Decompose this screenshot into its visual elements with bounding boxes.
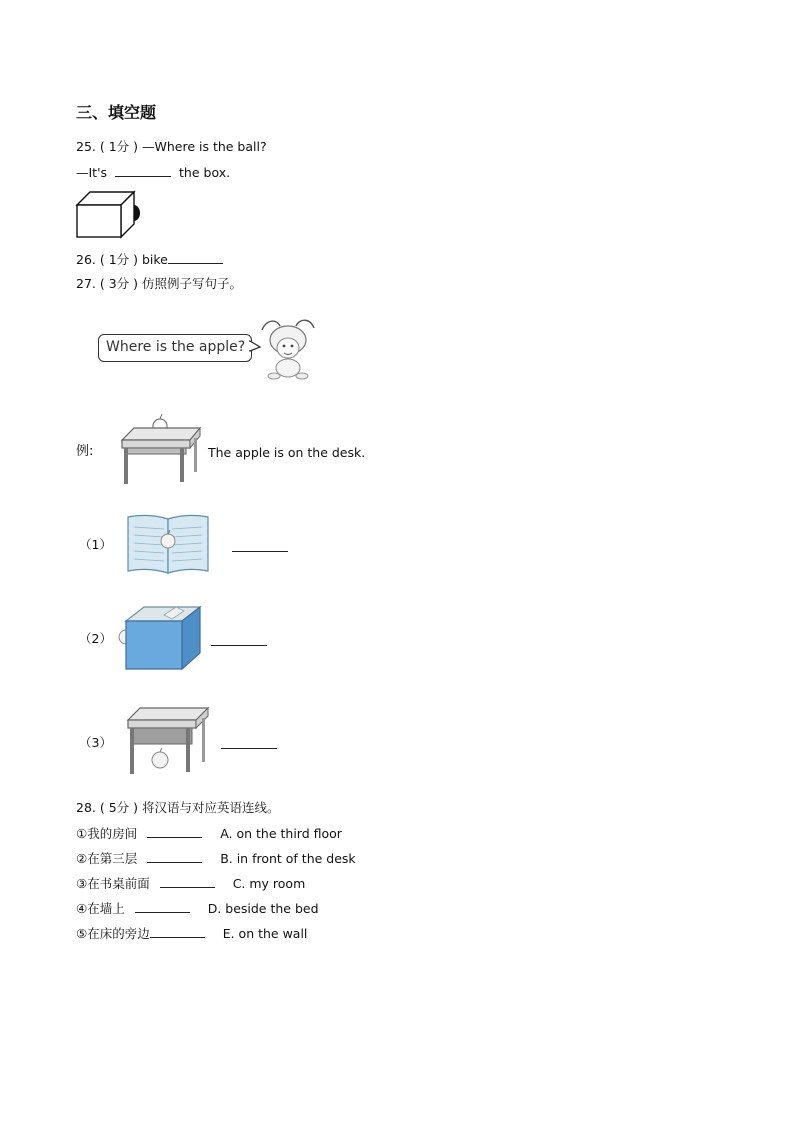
q25-prefix: —It's — [76, 165, 108, 180]
item-2-label: （2） — [79, 631, 112, 646]
speech-bubble-text: Where is the apple? — [106, 339, 246, 355]
q28-row-2-blank[interactable] — [147, 850, 202, 863]
q28-row-3-en: C. my room — [232, 876, 306, 891]
q28-row-3-blank[interactable] — [160, 875, 215, 888]
open-book-with-apple-icon — [124, 511, 214, 577]
item-3-label: （3） — [79, 735, 112, 750]
q28-row-2 — [76, 850, 356, 867]
q28-row-5-en: E. on the wall — [222, 926, 308, 941]
q26-line — [76, 251, 223, 268]
speech-bubble — [98, 334, 252, 362]
q28-row-4-en: D. beside the bed — [207, 901, 319, 916]
desk-with-apple-under-icon — [124, 706, 212, 778]
q28-header: 28. ( 5分 ) 将汉语与对应英语连线。 — [76, 800, 280, 815]
example-sentence: The apple is on the desk. — [208, 445, 366, 460]
section-title: 三、填空题 — [76, 103, 157, 122]
item-1-answer-blank[interactable] — [232, 551, 288, 552]
q28-row-3-cn: ③在书桌前面 — [76, 876, 150, 891]
q28-row-4 — [76, 900, 319, 917]
blue-box-with-apple-beside-icon — [114, 603, 206, 673]
q25-blank[interactable] — [115, 164, 171, 177]
sheep-character-icon — [258, 318, 318, 380]
q25-question: 25. ( 1分 ) —Where is the ball? — [76, 139, 267, 154]
q28-row-5 — [76, 925, 307, 942]
example-label: 例: — [76, 444, 94, 459]
q28-row-5-blank[interactable] — [150, 925, 205, 938]
q25-suffix: the box. — [179, 165, 231, 180]
q26-blank[interactable] — [168, 251, 223, 264]
q28-row-2-cn: ②在第三层 — [76, 851, 138, 866]
q28-row-4-blank[interactable] — [135, 900, 190, 913]
q28-row-1-en: A. on the third floor — [220, 826, 342, 841]
item-1-label: （1） — [79, 537, 112, 552]
q28-row-1 — [76, 825, 342, 842]
q28-row-1-blank[interactable] — [147, 825, 202, 838]
q28-row-1-cn: ①我的房间 — [76, 826, 138, 841]
q26-text: 26. ( 1分 ) bike — [76, 252, 168, 267]
q28-row-2-en: B. in front of the desk — [220, 851, 356, 866]
box-with-ball-illustration — [76, 191, 146, 241]
item-3-answer-blank[interactable] — [221, 748, 277, 749]
q27-header: 27. ( 3分 ) 仿照例子写句子。 — [76, 276, 242, 291]
q28-row-4-cn: ④在墙上 — [76, 901, 125, 916]
item-2-answer-blank[interactable] — [211, 645, 267, 646]
q25-answer-line — [76, 164, 230, 181]
q28-row-5-cn: ⑤在床的旁边 — [76, 926, 150, 941]
desk-with-apple-on-top-icon — [118, 412, 204, 486]
q28-row-3 — [76, 875, 305, 892]
